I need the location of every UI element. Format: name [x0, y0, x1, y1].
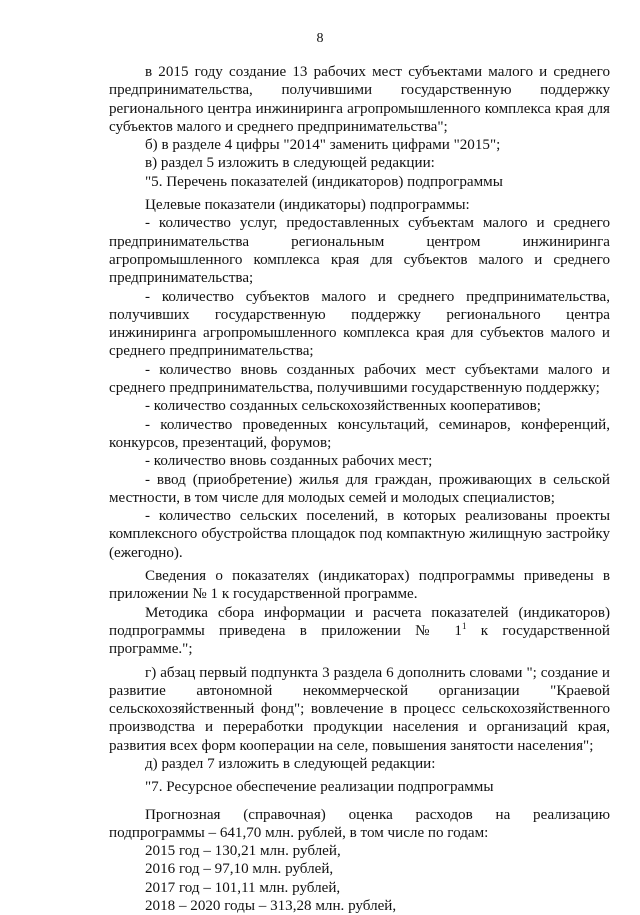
paragraph: в) раздел 5 изложить в следующей редакции: — [145, 155, 435, 172]
paragraph: б) в разделе 4 цифры "2014" заменить цифрами "2015"; — [145, 137, 501, 154]
paragraph: Прогнозная (справочная) оценка расходов на реализацию подпрограммы – 641,70 млн. рублей, в том числе по годам: — [109, 806, 610, 841]
section-heading: "5. Перечень показателей (индикаторов) подпрограммы — [145, 173, 503, 190]
list-item: - количество вновь созданных рабочих мест субъектами малого и среднего предпринимательства, получившими государственную поддержку; — [109, 361, 610, 397]
list-item: - количество субъектов малого и среднего предпринимательства, получивших государственную поддержку регионального центра инжиниринга агропромышленного комплекса края для субъектов малого и среднего предпринимательства; — [109, 288, 610, 360]
paragraph — [109, 604, 610, 659]
method-text: Методика сбора информации и расчета показателей (индикаторов) подпрограммы приведена в приложении № 1 — [109, 604, 610, 639]
year-amount: 2017 год – 101,11 млн. рублей, — [145, 879, 341, 896]
superscript-mark: 1 — [461, 620, 467, 631]
year-amount: 2016 год – 97,10 млн. рублей, — [145, 861, 334, 878]
year-amount: 2015 год – 130,21 млн. рублей, — [145, 843, 341, 860]
list-item: - количество сельских поселений, в которых реализованы проекты комплексного обустройства площадок под компактную жилищную застройку (ежегодно). — [109, 508, 610, 561]
method-text-end: к государственной программе."; — [109, 622, 610, 658]
year-amount: 2018 – 2020 годы – 313,28 млн. рублей, — [145, 898, 397, 915]
page-number: 8 — [316, 31, 324, 46]
paragraph: в 2015 году создание 13 рабочих мест субъектами малого и среднего предпринимательства, получившими государственную поддержку регионального центра инжиниринга агропромышленного комплекса края для субъектов малого и среднего предпринимательства"; — [109, 64, 610, 135]
list-item: - количество услуг, предоставленных субъектам малого и среднего предпринимательства региональным центром инжиниринга агропромышленного комплекса края для субъектов малого и среднего предпринимательства; — [109, 215, 610, 287]
list-item: - количество вновь созданных рабочих мест; — [145, 453, 433, 470]
list-item: - количество проведенных консультаций, семинаров, конференций, конкурсов, презентаций, форумов; — [109, 416, 610, 451]
list-item: - ввод (приобретение) жилья для граждан, проживающих в сельской местности, в том числе для молодых семей и молодых специалистов; — [109, 471, 610, 506]
paragraph: г) абзац первый подпункта 3 раздела 6 дополнить словами "; создание и развитие автономной некоммерческой организации "Краевой сельскохозяйственный фонд"; вовлечение в процесс сельскохозяйственного производства и переработки продукции населения и организаций края, развития всех форм кооперации на селе, повышения занятости населения"; — [109, 664, 610, 754]
paragraph: Сведения о показателях (индикаторах) подпрограммы приведены в приложении № 1 к государственной программе. — [109, 568, 610, 603]
document-body — [109, 63, 610, 915]
paragraph: д) раздел 7 изложить в следующей редакции: — [145, 755, 436, 772]
paragraph: Целевые показатели (индикаторы) подпрограммы: — [145, 197, 470, 214]
list-item: - количество созданных сельскохозяйственных кооперативов; — [145, 398, 542, 415]
section-heading: "7. Ресурсное обеспечение реализации подпрограммы — [145, 779, 494, 796]
